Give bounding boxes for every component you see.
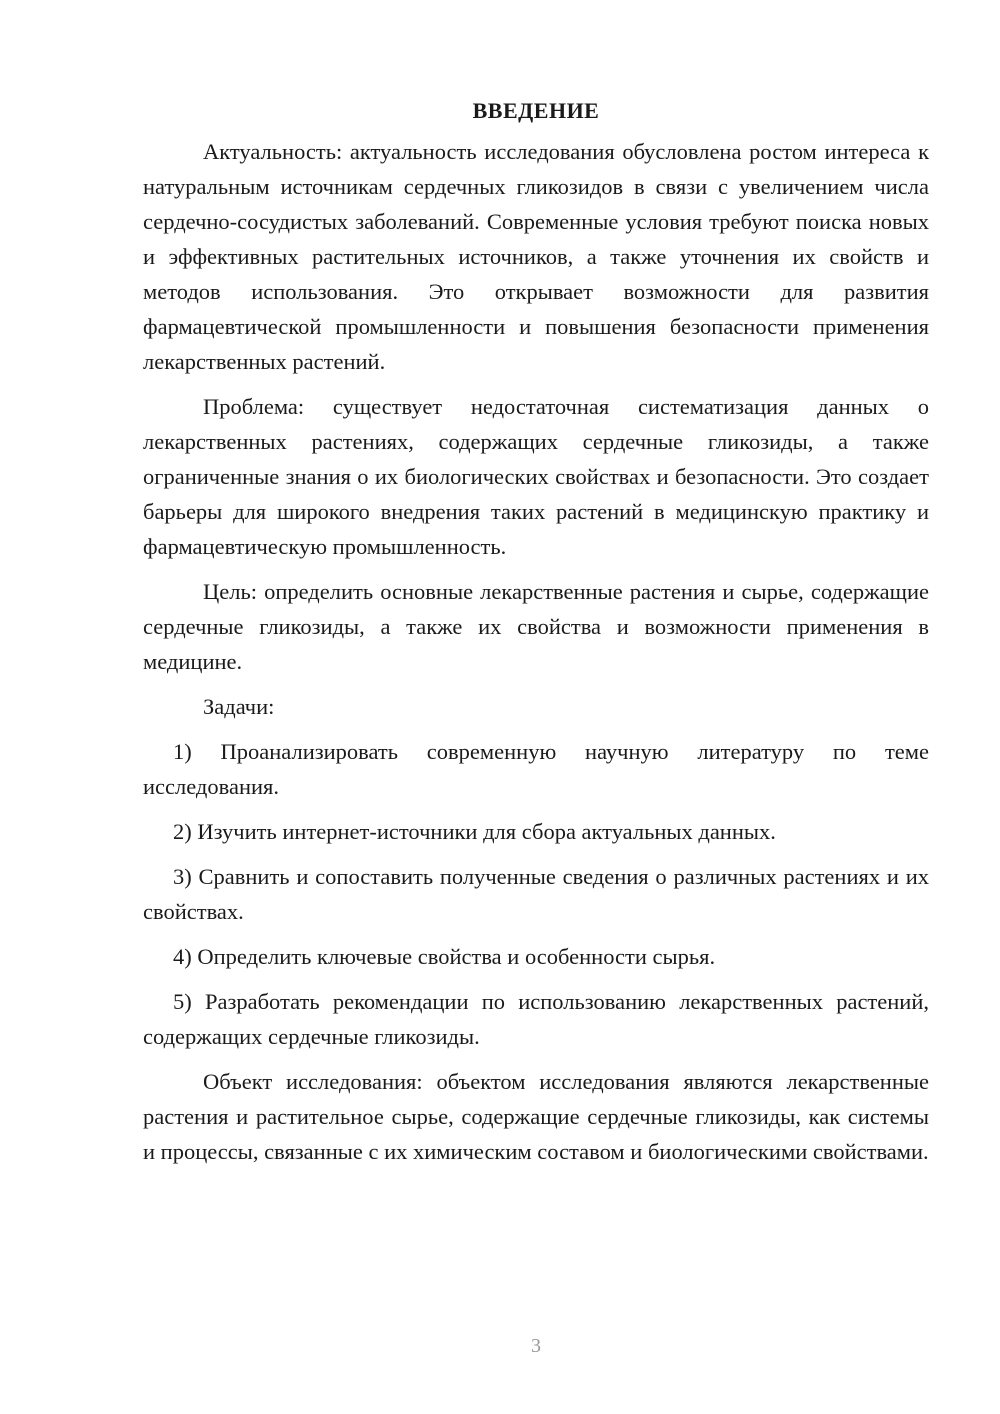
paragraph-relevance: Актуальность: актуальность исследования обусловлена ростом интереса к натуральным источникам сердечных гликозидов в связи с увеличением числа сердечно-сосудистых заболеваний. Современные условия требуют поиска новых и эффективных растительных источников, а также уточнения их свойств и методов использования. Это открывает возможности для развития фармацевтической промышленности и повышения безопасности применения лекарственных растений.	[143, 139, 929, 374]
task-item-1: 1) Проанализировать современную научную литературу по теме исследования.	[143, 739, 929, 799]
page-content	[143, 96, 929, 1179]
task-item-3: 3) Сравнить и сопоставить полученные сведения о различных растениях и их свойствах.	[143, 864, 929, 924]
paragraph-goal: Цель: определить основные лекарственные растения и сырье, содержащие сердечные гликозиды, а также их свойства и возможности применения в медицине.	[143, 579, 929, 674]
paragraph-problem: Проблема: существует недостаточная систематизация данных о лекарственных растениях, содержащих сердечные гликозиды, а также ограниченные знания о их биологических свойствах и безопасности. Это создает барьеры для широкого внедрения таких растений в медицинскую практику и фармацевтическую промышленность.	[143, 394, 929, 559]
tasks-heading: Задачи:	[203, 694, 275, 719]
paragraph-object: Объект исследования: объектом исследования являются лекарственные растения и растительное сырье, содержащие сердечные гликозиды, как системы и процессы, связанные с их химическим составом и биологическими свойствами.	[143, 1069, 929, 1164]
task-item-4: 4) Определить ключевые свойства и особенности сырья.	[173, 944, 716, 969]
page-number: 3	[531, 1335, 541, 1357]
task-item-5: 5) Разработать рекомендации по использованию лекарственных растений, содержащих сердечные гликозиды.	[143, 989, 929, 1049]
section-title: ВВЕДЕНИЕ	[472, 98, 600, 123]
task-item-2: 2) Изучить интернет-источники для сбора актуальных данных.	[173, 819, 776, 844]
